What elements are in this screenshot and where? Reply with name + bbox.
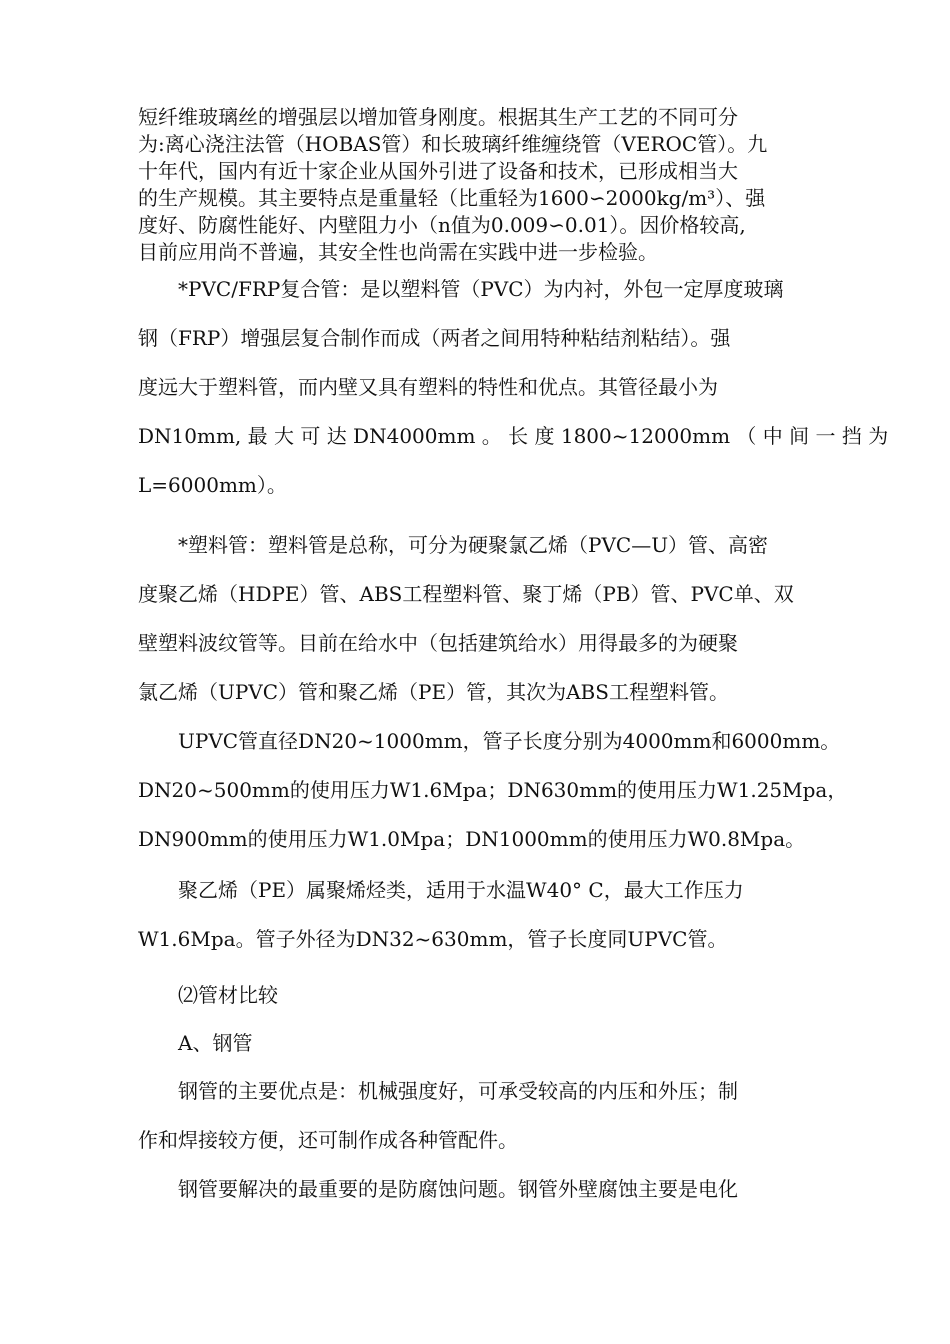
text-line: 钢管要解决的最重要的是防腐蚀问题。钢管外壁腐蚀主要是电化	[178, 1177, 738, 1201]
text-line: L=6000mm）。	[138, 473, 287, 497]
text-line: DN20~500mm的使用压力W1.6Mpa；DN630mm的使用压力W1.25Mpa，	[138, 778, 848, 802]
text-line: 十年代，国内有近十家企业从国外引进了设备和技术，已形成相当大	[138, 159, 738, 183]
text-line: 的生产规模。其主要特点是重量轻（比重轻为1600∽2000kg/m³）、强	[138, 186, 766, 210]
text-line: 目前应用尚不普遍，其安全性也尚需在实践中进一步检验。	[138, 240, 658, 264]
steel-corrosion-paragraph	[138, 1165, 818, 1214]
text-line: W1.6Mpa。管子外径为DN32~630mm，管子长度同UPVC管。	[138, 927, 728, 951]
text-line: 度好、防腐性能好、内壁阻力小（n值为0.009∽0.01）。因价格较高,	[138, 213, 746, 237]
text-line: 钢（FRP）增强层复合制作而成（两者之间用特种粘结剂粘结）。强	[138, 326, 731, 350]
text-line: 为:离心浇注法管（HOBAS管）和长玻璃纤维缠绕管（VEROC管）。九	[138, 132, 768, 156]
text-line: DN900mm的使用压力W1.0Mpa；DN1000mm的使用压力W0.8Mpa。	[138, 827, 806, 851]
text-line: 度远大于塑料管，而内壁又具有塑料的特性和优点。其管径最小为	[138, 375, 718, 399]
text-line: *PVC/FRP复合管：是以塑料管（PVC）为内衬，外包一定厚度玻璃	[178, 277, 784, 301]
text-line: 度聚乙烯（HDPE）管、ABS工程塑料管、聚丁烯（PB）管、PVC单、双	[138, 582, 794, 606]
text-line: 短纤维玻璃丝的增强层以增加管身刚度。根据其生产工艺的不同可分	[138, 105, 738, 129]
text-line: 氯乙烯（UPVC）管和聚乙烯（PE）管，其次为ABS工程塑料管。	[138, 680, 729, 704]
pvc-frp-paragraph	[138, 265, 889, 510]
frp-pipe-paragraph	[138, 104, 823, 266]
pe-paragraph	[138, 866, 818, 964]
text-line: 钢管的主要优点是：机械强度好，可承受较高的内压和外压；制	[178, 1079, 738, 1103]
text-line: DN10mm, 最 大 可 达 DN4000mm 。 长 度 1800~12000mm （ 中 间 一 挡 为	[138, 424, 889, 448]
heading-text: A、钢管	[178, 1031, 253, 1055]
steel-advantages-paragraph	[138, 1067, 818, 1165]
text-line: UPVC管直径DN20~1000mm，管子长度分别为4000mm和6000mm。	[178, 729, 841, 753]
text-line: 壁塑料波纹管等。目前在给水中（包括建筑给水）用得最多的为硬聚	[138, 631, 738, 655]
heading-text: ⑵管材比较	[178, 983, 278, 1007]
text-line: 作和焊接较方便，还可制作成各种管配件。	[138, 1128, 518, 1152]
upvc-paragraph	[138, 717, 848, 864]
section-heading-compare	[138, 971, 818, 1020]
plastic-pipe-paragraph	[138, 521, 818, 717]
text-line: 聚乙烯（PE）属聚烯烃类，适用于水温W40° C，最大工作压力	[178, 878, 744, 902]
section-heading-steel	[138, 1019, 818, 1068]
text-line: *塑料管：塑料管是总称，可分为硬聚氯乙烯（PVC—U）管、高密	[178, 533, 769, 557]
